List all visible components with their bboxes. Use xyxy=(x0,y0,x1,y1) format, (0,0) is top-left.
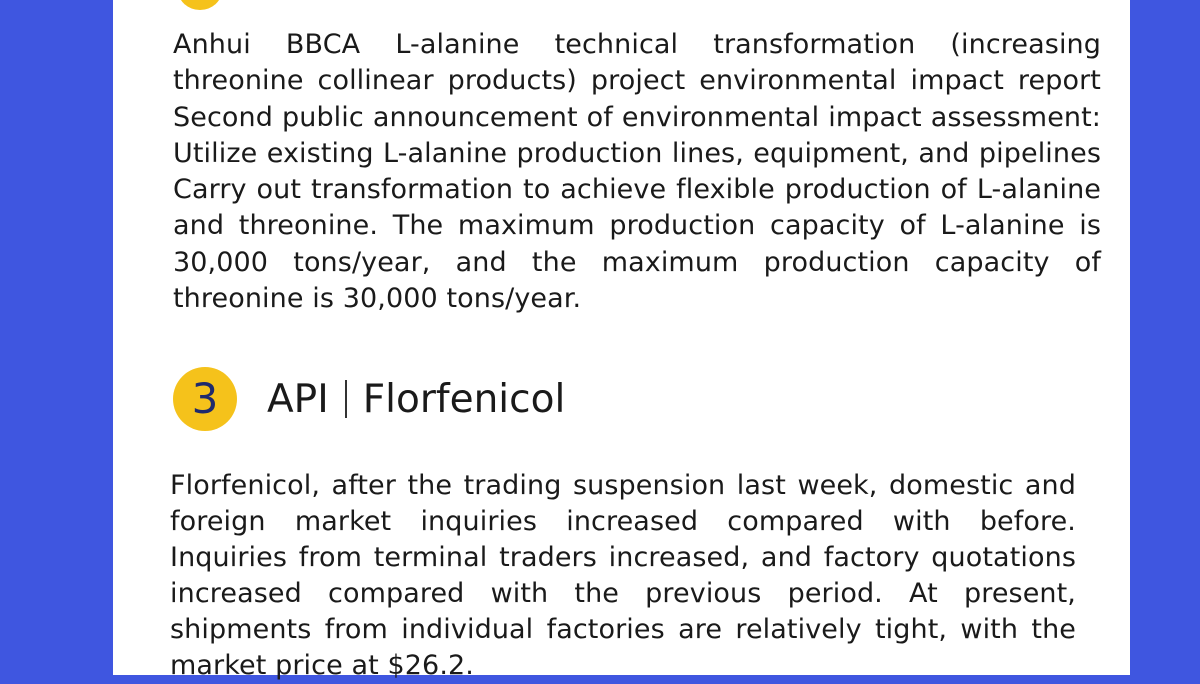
section-3-number-badge: 3 xyxy=(173,367,237,431)
title-separator xyxy=(345,380,347,418)
section-3-heading xyxy=(173,366,565,432)
section-3-paragraph: Florfenicol, after the trading suspension last week, domestic and foreign market inquiries increased compared with before. Inquiries from terminal traders increased, and factory quotations increased compared with the previous period. At present, shipments from individual factories are relatively tight, with the market price at $26.2. xyxy=(170,470,1076,681)
section-3-title xyxy=(267,377,565,422)
section-3-product: Florfenicol xyxy=(362,376,566,422)
section-2-paragraph: Anhui BBCA L-alanine technical transformation (increasing threonine collinear products) project environmental impact report Second public announcement of environmental impact assessment: Utilize existing L-alanine production lines, equipment, and pipelines Carry out transformation to achieve flexible production of L-alanine and threonine. The maximum production capacity of L-alanine is 30,000 tons/year, and the maximum production capacity of threonine is 30,000 tons/year. xyxy=(173,29,1101,315)
section-3-category: API xyxy=(267,376,329,422)
